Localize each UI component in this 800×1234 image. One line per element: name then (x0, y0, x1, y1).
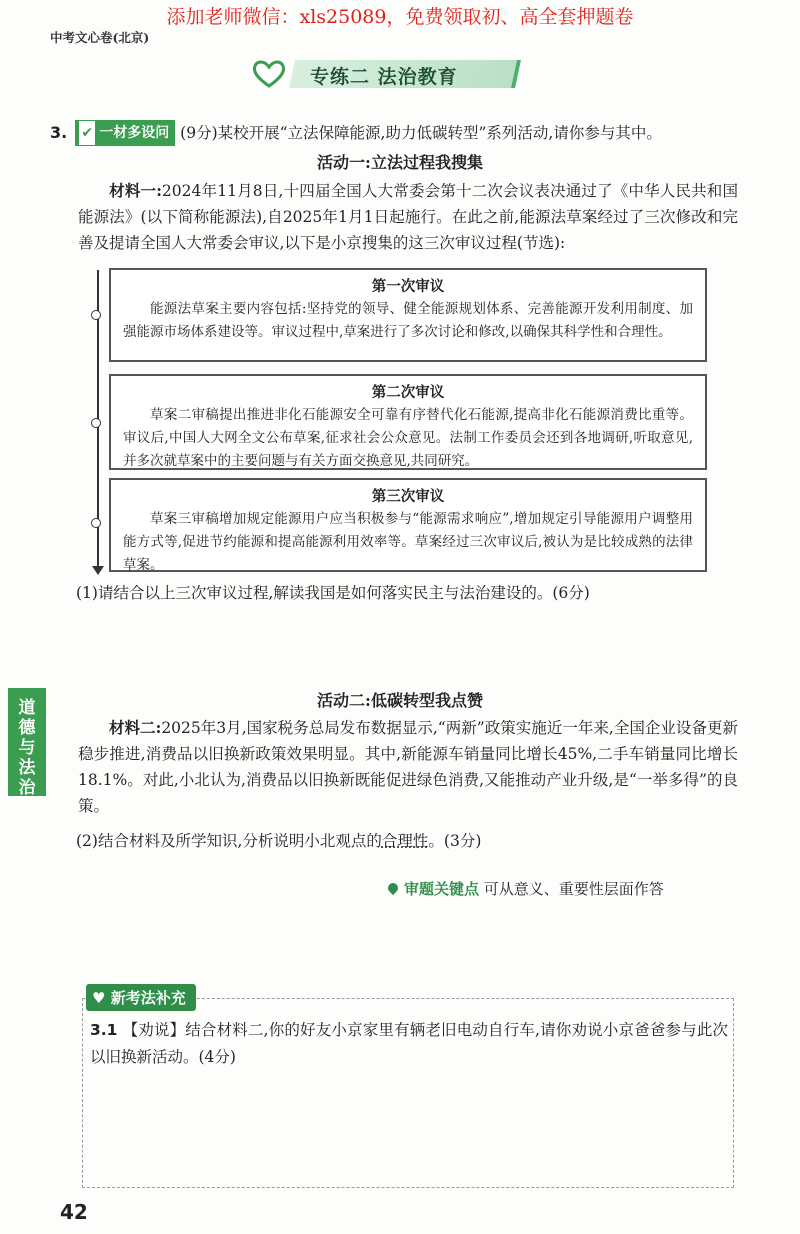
review-body: 草案三审稿增加规定能源用户应当积极参与“能源需求响应”,增加规定引导能源用户调整用能方式等,促进节约能源和提高能源利用效率等。草案经过三次审议后,被认为是比较成熟的法律草案。 (123, 511, 693, 573)
question-number: 3. (50, 123, 68, 142)
review-title: 第二次审议 (371, 384, 445, 401)
hint-label: 审题关键点 (404, 880, 480, 898)
supplement-tag (86, 984, 196, 1011)
supplement-number: 3.1 (90, 1021, 118, 1039)
question-type-label: 一材多设问 (99, 125, 170, 141)
sub-question-2 (76, 828, 756, 854)
review-title: 第三次审议 (371, 488, 445, 505)
material2 (78, 715, 738, 819)
review-body: 能源法草案主要内容包括:坚持党的领导、健全能源规划体系、完善能源开发利用制度、加强能源市场体系建设等。审议过程中,草案进行了多次讨论和修改,以确保其科学性和合理性。 (123, 301, 693, 340)
watermark: 添加老师微信：xls25089，免费领取初、高全套押题卷 (166, 6, 634, 28)
material1-text: 2024年11月8日,十四届全国人大常委会第十二次会议表决通过了《中华人民共和国能源法》(以下简称能源法),自2025年1月1日起施行。在此之前,能源法草案经过了三次修改和完善及提请全国人大常委会审议,以下是小京搜集的这三次审议过程(节选): (78, 182, 738, 252)
running-header: 中考文心卷(北京) (50, 30, 150, 45)
material1 (78, 178, 738, 256)
lightbulb-icon: ♥ (92, 989, 106, 1007)
review-box-2 (109, 374, 707, 470)
section-banner (248, 56, 518, 92)
question-type-tag (75, 120, 175, 146)
sub-question-2-pre: (2)结合材料及所学知识,分析说明小北观点的 (76, 832, 382, 850)
review-box-1 (109, 268, 707, 362)
side-tab-label: 道德与法治 (18, 698, 36, 798)
hint-text: 可从意义、重要性层面作答 (483, 880, 664, 898)
review-body: 草案二审稿提出推进非化石能源安全可靠有序替代化石能源,提高非化石能源消费比重等。审议后,中国人大网全文公布草案,征求社会公众意见。法制工作委员会还到各地调研,听取意见,并多次就草案中的主要问题与有关方面交换意见,共同研究。 (123, 407, 693, 469)
supplement-label: 【劝说】 (122, 1021, 186, 1039)
heart-icon (252, 60, 286, 88)
check-icon: ✔ (79, 121, 95, 145)
material1-label: 材料一: (109, 181, 162, 200)
sub-question-2-mark: 合理性 (381, 832, 429, 850)
section-title: 专练二 法治教育 (310, 66, 458, 88)
question-line (50, 120, 760, 146)
page-number: 42 (60, 1200, 88, 1224)
sub-question-2-post: 。(3分) (428, 832, 482, 850)
timeline-arrow-icon (92, 566, 104, 575)
supplement-tag-label: 新考法补充 (110, 989, 186, 1007)
review-title: 第一次审议 (371, 278, 445, 295)
location-pin-icon (386, 881, 400, 895)
timeline-dot (91, 310, 101, 320)
activity2-title: 活动二:低碳转型我点赞 (317, 691, 483, 710)
sub-question-1: (1)请结合以上三次审议过程,解读我国是如何落实民主与法治建设的。(6分) (76, 584, 590, 602)
question-stem: (9分)某校开展“立法保障能源,助力低碳转型”系列活动,请你参与其中。 (180, 124, 662, 142)
material2-text: 2025年3月,国家税务总局发布数据显示,“两新”政策实施近一年来,全国企业设备更新稳步推进,消费品以旧换新政策效果明显。其中,新能源车销量同比增长45%,二手车销量同比增长18.1%。对此,小北认为,消费品以旧换新既能促进绿色消费,又能推动产业升级,是“一举多得”的良策。 (78, 719, 738, 815)
timeline-dot (91, 518, 101, 528)
review-box-3 (109, 478, 707, 572)
material2-label: 材料二: (109, 718, 162, 737)
hint-line (388, 878, 664, 899)
supplement-text: 结合材料二,你的好友小京家里有辆老旧电动自行车,请你劝说小京爸爸参与此次以旧换新活动。(4分) (90, 1021, 729, 1066)
supplement-question (90, 1017, 728, 1071)
activity1-title: 活动一:立法过程我搜集 (317, 153, 483, 172)
timeline-dot (91, 418, 101, 428)
